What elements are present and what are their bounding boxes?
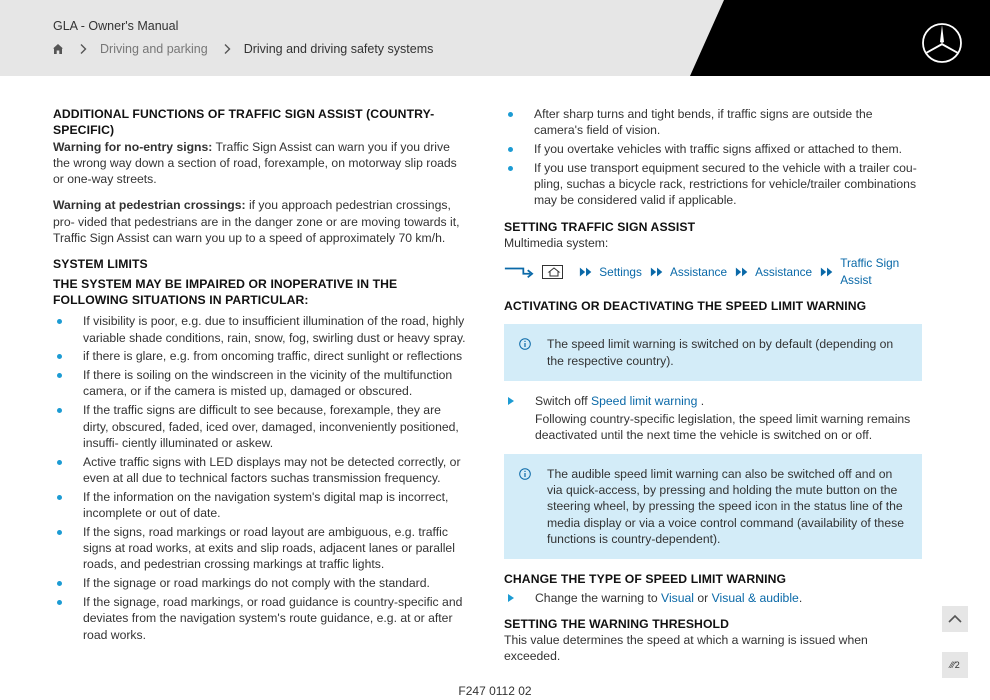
- paragraph-pedestrian: [53, 197, 467, 246]
- text-no-entry: Traffic Sign Assist can warn you if you drive the wrong way down a section of road, forexample, on motorway slip roads or one-way streets.: [53, 139, 457, 187]
- breadcrumb-item-current[interactable]: Driving and driving safety systems: [243, 42, 434, 56]
- left-column: [53, 106, 467, 645]
- right-column: [504, 106, 922, 665]
- menu-item-traffic-sign-assist[interactable]: Traffic Sign Assist: [840, 256, 900, 287]
- menu-item-assistance[interactable]: Assistance: [669, 264, 728, 279]
- info-box-default: [504, 324, 922, 381]
- double-chevron-icon: [820, 266, 834, 278]
- breadcrumb: [52, 42, 433, 56]
- header-bar: [0, 0, 990, 76]
- list-item: If the signage, road markings, or road guidance is country-specific and deviates from the navigation system's route guidance, e.g. at or after road works.: [53, 594, 467, 643]
- menu-path: [504, 255, 922, 288]
- info-icon: [519, 338, 531, 350]
- heading-additional-functions: ADDITIONAL FUNCTIONS OF TRAFFIC SIGN ASSIST (COUNTRY-SPECIFIC): [53, 107, 435, 138]
- menu-item-assistance-sub[interactable]: Assistance: [755, 264, 813, 279]
- list-item: If the traffic signs are difficult to see because, forexample, they are dirty, obscured, faded, iced over, damaged, inconveniently positioned, insuffi- ciently illuminated or askew.: [53, 402, 467, 451]
- text-pedestrian: if you approach pedestrian crossings, pro- vided that pedestrians are in the danger zone or are moving towards it, Traffic Sign Assist can warn you up to a speed of approximately 70 km/h.: [53, 198, 460, 246]
- chevron-right-icon: [222, 43, 232, 55]
- heading-impaired: THE SYSTEM MAY BE IMPAIRED OR INOPERATIVE IN THE FOLLOWING SITUATIONS IN PARTICULAR:: [53, 276, 398, 307]
- info-box-audible: [504, 454, 922, 559]
- step-text-suffix: .: [697, 393, 705, 408]
- home-menu-icon[interactable]: [542, 265, 563, 279]
- chevron-right-icon: [78, 43, 88, 55]
- info-text-audible: The audible speed limit warning can also be switched off and on via quick-access, by pressing and holding the mute button on the steering wheel, by pressing the speed icon in the status line of the media display or via a voice control command (availability of these functions is country-dependent).: [547, 466, 904, 546]
- double-chevron-icon: [650, 266, 664, 278]
- heading-warning-threshold: SETTING THE WARNING THRESHOLD: [504, 616, 729, 631]
- figure-code: F247 0112 02: [458, 684, 532, 698]
- list-item: After sharp turns and tight bends, if traffic signs are outside the camera's field of vision.: [504, 106, 922, 139]
- info-icon: [519, 468, 531, 480]
- scroll-to-top-button[interactable]: [942, 606, 968, 632]
- double-chevron-icon: [735, 266, 749, 278]
- chevron-up-icon: [942, 606, 968, 632]
- heading-system-limits: SYSTEM LIMITS: [53, 257, 148, 272]
- list-item: Active traffic signs with LED displays may not be detected correctly, or even at all due to technical factors suchas transmission frequency.: [53, 454, 467, 487]
- app-title: GLA - Owner's Manual: [53, 19, 179, 33]
- threshold-text: This value determines the speed at which a warning is issued when exceeded.: [504, 633, 868, 664]
- home-icon[interactable]: [52, 43, 64, 55]
- paragraph-no-entry: [53, 139, 467, 188]
- step-switch-off: [504, 393, 922, 444]
- heading-setting-traffic-sign-assist: SETTING TRAFFIC SIGN ASSIST: [504, 219, 696, 234]
- list-item: If the signs, road markings or road layout are ambiguous, e.g. traffic signs at road works, at exits and slip roads, adjacent lanes or parallel roads, and pedestrian crossing markings at traffic lights.: [53, 524, 467, 573]
- breadcrumb-item-driving-and-parking[interactable]: Driving and parking: [100, 42, 208, 56]
- list-item: If you use transport equipment secured to the vehicle with a trailer cou- pling, suchas a bicycle rack, restrictions for vehicle/trailer combinations may be considered valid if applicable.: [504, 160, 922, 209]
- step-text-suffix: .: [798, 590, 803, 605]
- list-item: If you overtake vehicles with traffic signs affixed or attached to them.: [504, 141, 922, 157]
- list-item: if there is glare, e.g. from oncoming traffic, direct sunlight or reflections: [53, 348, 467, 364]
- double-chevron-icon: [579, 266, 593, 278]
- list-item: If visibility is poor, e.g. due to insufficient illumination of the road, highly variable shade conditions, rain, snow, fog, swirling dust or heavy spray.: [53, 313, 467, 346]
- step-change-warning: [504, 590, 922, 606]
- step-note: Following country-specific legislation, the speed limit warning remains deactivated until the next time the vehicle is switched on or off.: [535, 412, 911, 443]
- page-module-button[interactable]: ⁄⁄⁄2: [942, 652, 968, 678]
- list-item: If the signage or road markings do not comply with the standard.: [53, 575, 467, 591]
- link-visual-audible[interactable]: Visual & audible: [711, 590, 799, 605]
- step-text-mid: or: [694, 590, 712, 605]
- limits-list: [53, 313, 467, 643]
- step-text: Switch off: [535, 393, 591, 408]
- link-visual[interactable]: Visual: [661, 590, 695, 605]
- label-no-entry: Warning for no-entry signs:: [53, 139, 213, 154]
- list-item: If there is soiling on the windscreen in the vicinity of the multifunction camera, or if the camera is misted up, damaged or obscured.: [53, 367, 467, 400]
- mercedes-star-logo[interactable]: [921, 22, 963, 64]
- limits-list-continued: [504, 106, 922, 209]
- menu-item-settings[interactable]: Settings: [599, 264, 642, 279]
- arrow-right-icon: [504, 265, 534, 279]
- list-item: If the information on the navigation system's digital map is incorrect, incomplete or out of date.: [53, 489, 467, 522]
- label-pedestrian: Warning at pedestrian crossings:: [53, 198, 246, 213]
- heading-change-type: CHANGE THE TYPE OF SPEED LIMIT WARNING: [504, 572, 787, 587]
- multimedia-label: Multimedia system:: [504, 236, 609, 251]
- step-text: Change the warning to: [535, 590, 662, 605]
- info-text-default: The speed limit warning is switched on by default (depending on the respective country).: [547, 337, 894, 368]
- link-speed-limit-warning[interactable]: Speed limit warning: [591, 393, 698, 408]
- heading-activating: ACTIVATING OR DEACTIVATING THE SPEED LIMIT WARNING: [504, 298, 867, 313]
